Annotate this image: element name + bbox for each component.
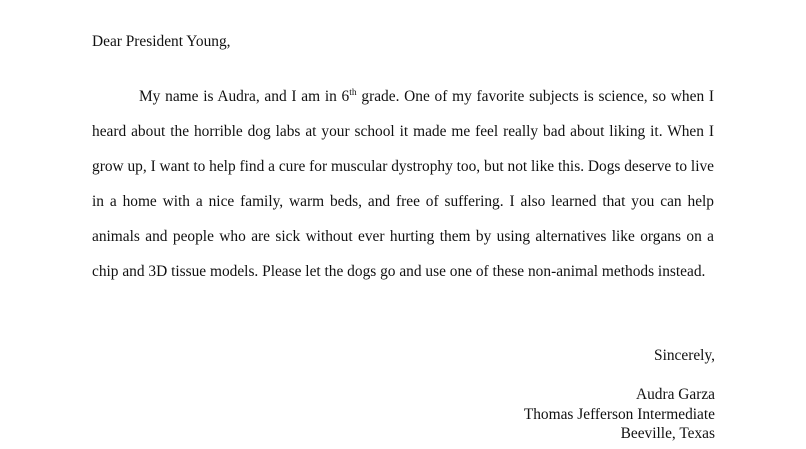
signer-location: Beeville, Texas [620, 425, 715, 442]
ordinal-suffix: th [349, 88, 357, 98]
signer-school: Thomas Jefferson Intermediate [523, 405, 715, 423]
body-intro: My name is Audra, and I am in 6 [139, 88, 350, 105]
salutation: Dear President Young, [92, 33, 231, 50]
signer-name: Audra Garza [635, 386, 715, 403]
body-rest: grade. One of my favorite subjects is science, so when I heard about the horrible dog labs at your school it made me feel really bad about liking it. When I grow up, I want to help find a cure for muscular dystrophy too, but not like this. Dogs deserve to live in a home with a nice family, warm beds, and free of suffering. I also learned that you can help animals and people who are sick without ever hurting them by using alternatives like organs on a chip and 3D tissue models. Please let the dogs go and use one of these non-animal methods instead. [92, 88, 715, 281]
signature-block [524, 385, 715, 444]
closing: Sincerely, [654, 347, 715, 364]
letter-body [92, 79, 714, 290]
